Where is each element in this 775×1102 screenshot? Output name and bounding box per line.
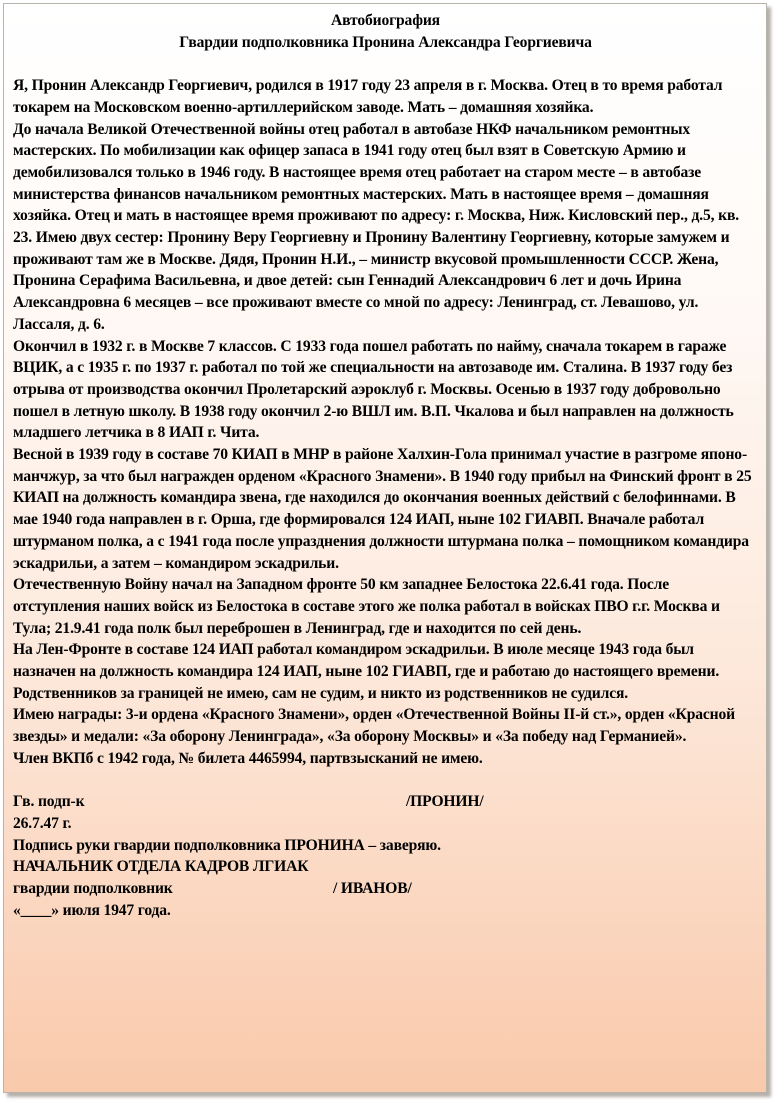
paragraph-leningrad-front: На Лен-Фронте в составе 124 ИАП работал командиром эскадрильи. В июле месяце 1943 года был назначен на должность командира 124 ИАП, ныне 102 ГИАВП, где и работаю до настоящего времени. xyxy=(13,641,720,681)
signature-line xyxy=(13,791,758,813)
certification-text: Подпись руки гвардии подполковника ПРОНИНА – заверяю. xyxy=(13,836,441,854)
paragraph-birth: Я, Пронин Александр Георгиевич, родился в 1917 году 23 апреля в г. Москва. Отец в то время работал токарем на Московском военно-артиллерийском заводе. Мать – домашняя хозяйка. xyxy=(13,77,723,116)
chief-signature-line xyxy=(13,878,758,900)
document-title: Автобиография xyxy=(331,12,440,29)
chief-date: «____» июля 1947 года. xyxy=(13,901,171,919)
spacer xyxy=(13,770,758,792)
paragraph-party: Член ВКПб с 1942 года, № билета 4465994, партвзысканий не имею. xyxy=(13,749,483,767)
chief-title: НАЧАЛЬНИК ОТДЕЛА КАДРОВ ЛГИАК xyxy=(13,858,309,876)
spacer xyxy=(13,53,758,75)
document-subtitle: Гвардии подполковника Пронина Александра Георгиевича xyxy=(179,33,592,51)
paragraph-family: До начала Великой Отечественной войны отец работал в автобазе НКФ начальником ремонтных мастерских. По мобилизации как офицер запаса в 1941 году отец был взят в Советскую Армию и демобилизовался только в 1946 году. В настоящее время отец работает на старом месте – в автобазе министерства финансов начальником ремонтных мастерских. Мать в настоящее время – домашняя хозяйка. Отец и мать в настоящее время проживают по адресу: г. Москва, Ниж. Кисловский пер., д.5, кв. 23. Имею двух сестер: Пронину Веру Георгиевну и Пронину Валентину Георгиевну, которые замужем и проживают там же в Москве. Дядя, Пронин Н.И., – министр вкусовой промышленности СССР. Жена, Пронина Серафима Васильевна, и двое детей: сын Геннадий Александрович 6 лет и дочь Ирина Александровна 6 месяцев – все проживают вместе со мной по адресу: Ленинград, ст. Левашово, ул. Лассаля, д. 6. xyxy=(13,120,740,333)
signature-rank: Гв. подп-к xyxy=(13,793,85,811)
signature-date: 26.7.47 г. xyxy=(13,814,72,832)
document-page xyxy=(3,3,767,1093)
paragraph-education: Окончил в 1932 г. в Москве 7 классов. С 1933 года пошел работать по найму, сначала токарем в гараже ВЦИК, а с 1935 г. по 1937 г. работал по той же специальности на автозаводе им. Сталина. В 1937 году без отрыва от производства окончил Пролетарский аэроклуб г. Москвы. Осенью в 1937 году добровольно пошел в летную школу. В 1938 году окончил 2-ю ВШЛ им. В.П. Чкалова и был направлен на должность младшего летчика в 8 ИАП г. Чита. xyxy=(13,337,734,442)
paragraph-awards: Имею награды: 3-и ордена «Красного Знамени», орден «Отечественной Войны II-й ст.», орден «Красной звезды» и медали: «За оборону Ленинграда», «За оборону Москвы» и «За победу над Германией». xyxy=(13,706,735,746)
chief-rank: гвардии подполковник xyxy=(13,880,173,898)
chief-name: / ИВАНОВ/ xyxy=(333,880,412,898)
paragraph-war-start: Отечественную Войну начал на Западном фронте 50 км западнее Белостока 22.6.41 года. После отступления наших войск из Белостока в составе этого же полка работал в войсках ПВО г.г. Москва и Тула; 21.9.41 года полк был переброшен в Ленинград, где и находится по сей день. xyxy=(13,576,720,637)
signature-name: /ПРОНИН/ xyxy=(406,793,484,811)
paragraph-service-1939: Весной в 1939 году в составе 70 КИАП в МНР в районе Халхин-Гола принимал участие в разгроме японо-манчжур, за что был награжден орденом «Красного Знамени». В 1940 году прибыл на Финский фронт в 25 КИАП на должность командира звена, где находился до окончания военных действий с белофиннами. В мае 1940 года направлен в г. Орша, где формировался 124 ИАП, ныне 102 ГИАВП. Вначале работал штурманом полка, а с 1941 года после упразднения должности штурмана полка – помощником командира эскадрильи, а затем – командиром эскадрильи. xyxy=(13,446,752,572)
paragraph-relatives: Родственников за границей не имею, сам не судим, и никто из родственников не судился. xyxy=(13,684,629,702)
